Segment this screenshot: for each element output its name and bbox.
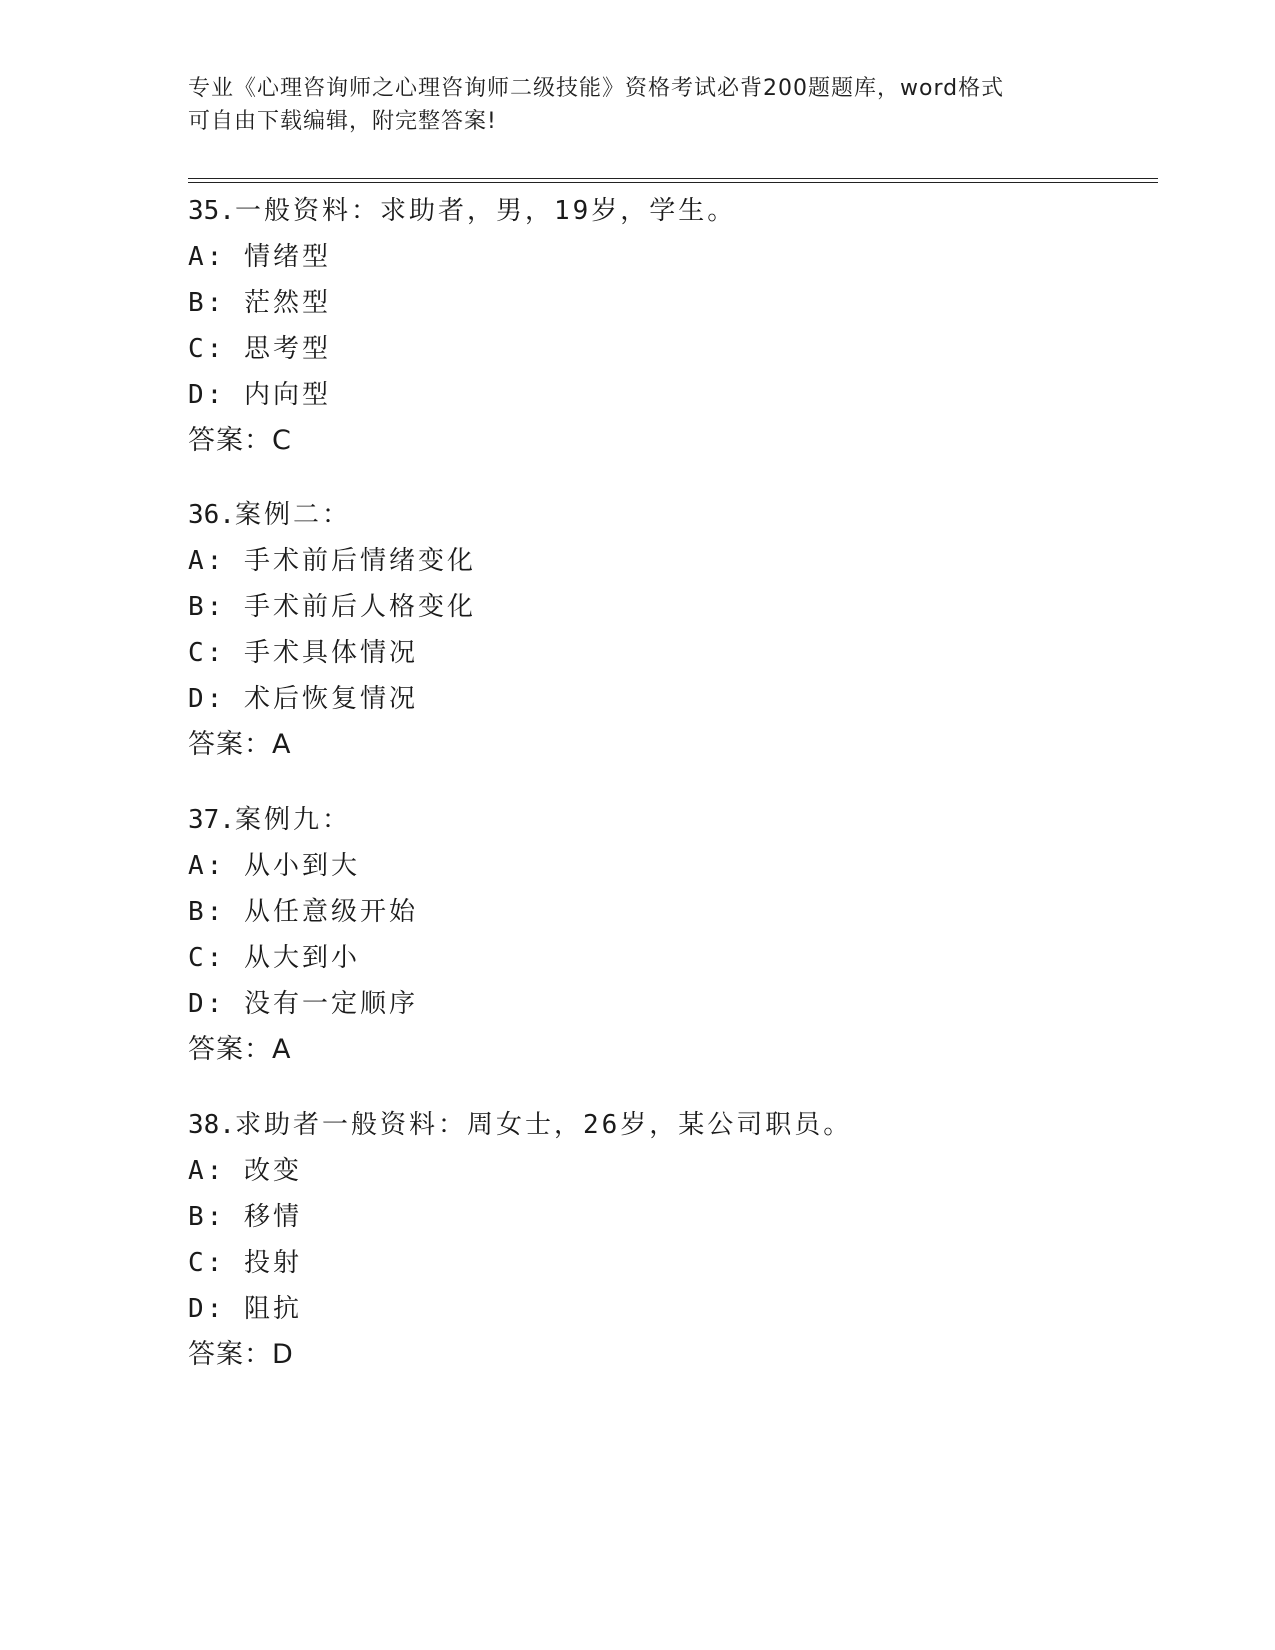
- option-text: 从小到大: [243, 851, 360, 881]
- option-b: [188, 889, 1168, 935]
- option-text: 情绪型: [243, 242, 331, 272]
- question-38: [188, 1102, 1168, 1378]
- question-35: [188, 188, 1168, 464]
- question-stem: [188, 1102, 1168, 1148]
- question-stem: [188, 492, 1168, 538]
- option-text: 思考型: [243, 334, 331, 364]
- option-label: D:: [188, 684, 226, 714]
- option-text: 术后恢复情况: [243, 684, 418, 714]
- option-b: [188, 280, 1168, 326]
- option-label: B:: [188, 1202, 226, 1232]
- header-divider-top: [188, 178, 1158, 179]
- option-d: [188, 1286, 1168, 1332]
- answer: [188, 1332, 1168, 1378]
- option-text: 内向型: [243, 380, 331, 410]
- option-label: D:: [188, 1294, 226, 1324]
- option-a: [188, 1148, 1168, 1194]
- option-d: [188, 372, 1168, 418]
- option-text: 手术前后情绪变化: [243, 546, 476, 576]
- option-a: [188, 538, 1168, 584]
- option-label: B:: [188, 288, 226, 318]
- option-label: C:: [188, 334, 226, 364]
- answer-label: 答案：: [188, 729, 272, 760]
- option-d: [188, 981, 1168, 1027]
- option-text: 阻抗: [243, 1294, 302, 1324]
- question-text: 案例九：: [234, 805, 351, 835]
- question-text: 求助者一般资料：周女士，26岁，某公司职员。: [234, 1110, 853, 1140]
- option-b: [188, 1194, 1168, 1240]
- question-number: 35.: [188, 196, 235, 226]
- option-c: [188, 935, 1168, 981]
- answer-value: A: [272, 1034, 292, 1065]
- option-label: A:: [188, 546, 226, 576]
- question-37: [188, 797, 1168, 1073]
- header-divider-bottom: [188, 182, 1158, 183]
- option-label: B:: [188, 897, 226, 927]
- option-text: 移情: [243, 1202, 302, 1232]
- answer-label: 答案：: [188, 1034, 272, 1065]
- option-text: 改变: [243, 1156, 302, 1186]
- option-label: A:: [188, 851, 226, 881]
- header-line-2: 可自由下载编辑，附完整答案!: [188, 109, 497, 134]
- question-number: 36.: [188, 500, 235, 530]
- option-text: 从任意级开始: [243, 897, 418, 927]
- question-text: 案例二：: [234, 500, 351, 530]
- option-a: [188, 843, 1168, 889]
- option-text: 手术具体情况: [243, 638, 418, 668]
- question-stem: [188, 188, 1168, 234]
- question-number: 37.: [188, 805, 235, 835]
- answer-label: 答案：: [188, 425, 272, 456]
- document-header: [188, 72, 1088, 138]
- question-36: [188, 492, 1168, 768]
- answer-value: C: [272, 425, 292, 456]
- option-label: C:: [188, 943, 226, 973]
- option-text: 手术前后人格变化: [243, 592, 476, 622]
- option-c: [188, 326, 1168, 372]
- question-number: 38.: [188, 1110, 235, 1140]
- question-text: 一般资料：求助者，男，19岁，学生。: [234, 196, 737, 226]
- option-label: A:: [188, 1156, 226, 1186]
- option-d: [188, 676, 1168, 722]
- option-a: [188, 234, 1168, 280]
- option-text: 投射: [243, 1248, 302, 1278]
- option-label: C:: [188, 638, 226, 668]
- option-label: C:: [188, 1248, 226, 1278]
- answer: [188, 418, 1168, 464]
- option-text: 没有一定顺序: [243, 989, 418, 1019]
- option-text: 从大到小: [243, 943, 360, 973]
- option-label: B:: [188, 592, 226, 622]
- header-line-1: 专业《心理咨询师之心理咨询师二级技能》资格考试必背200题题库，word格式: [188, 76, 1005, 101]
- option-b: [188, 584, 1168, 630]
- question-stem: [188, 797, 1168, 843]
- answer: [188, 722, 1168, 768]
- option-text: 茫然型: [243, 288, 331, 318]
- option-label: A:: [188, 242, 226, 272]
- option-label: D:: [188, 380, 226, 410]
- answer: [188, 1027, 1168, 1073]
- answer-value: A: [272, 729, 292, 760]
- option-c: [188, 1240, 1168, 1286]
- option-c: [188, 630, 1168, 676]
- answer-value: D: [272, 1339, 294, 1370]
- option-label: D:: [188, 989, 226, 1019]
- answer-label: 答案：: [188, 1339, 272, 1370]
